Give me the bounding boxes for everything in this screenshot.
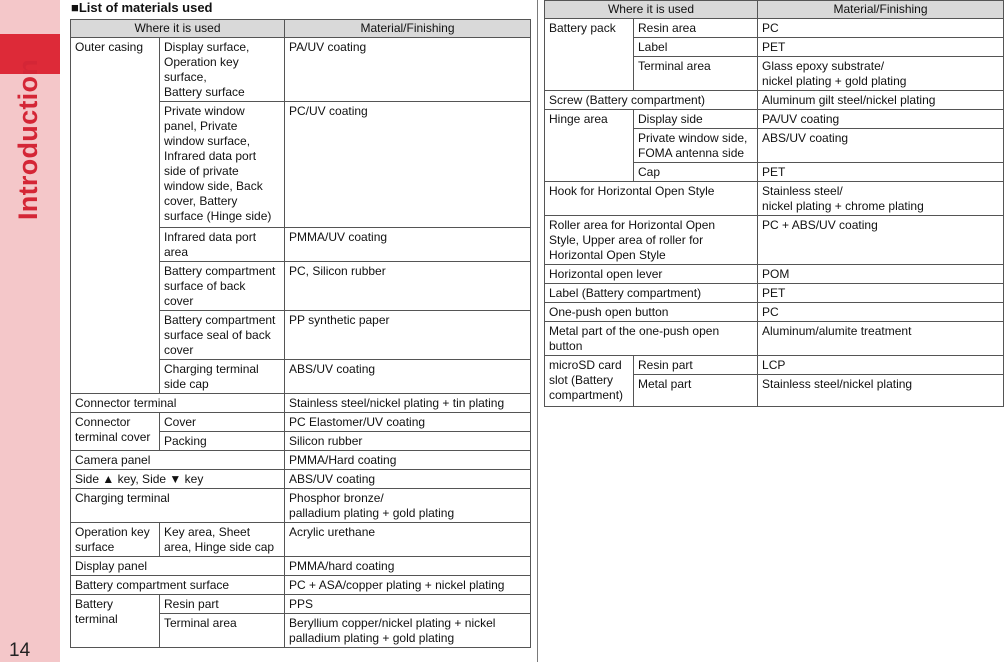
table-row xyxy=(71,38,531,102)
page-number: 14 xyxy=(9,640,31,661)
table-header-row xyxy=(71,20,531,38)
header-where: Where it is used xyxy=(71,20,285,38)
item-label: Screw (Battery compartment) xyxy=(545,91,758,110)
item-label: Display panel xyxy=(71,557,285,576)
material-cell: ABS/UV coating xyxy=(758,129,1004,163)
part-cell: Terminal area xyxy=(634,57,758,91)
header-where: Where it is used xyxy=(545,1,758,19)
material-cell: PET xyxy=(758,284,1004,303)
group-label: microSD card slot (Battery compartment) xyxy=(545,356,634,407)
part-cell: Infrared data port area xyxy=(160,228,285,262)
part-cell: Resin part xyxy=(160,595,285,614)
side-key-text-a: Side xyxy=(75,472,100,486)
material-cell: Stainless steel/ nickel plating + chrome plating xyxy=(758,182,1004,216)
part-cell: Resin part xyxy=(634,356,758,375)
material-cell: ABS/UV coating xyxy=(285,470,531,489)
material-cell: Aluminum/alumite treatment xyxy=(758,322,1004,356)
material-cell: Phosphor bronze/ palladium plating + gold plating xyxy=(285,489,531,523)
material-cell: Acrylic urethane xyxy=(285,523,531,557)
material-cell: ABS/UV coating xyxy=(285,360,531,394)
table-row xyxy=(545,182,1004,216)
table-row xyxy=(545,284,1004,303)
material-cell: PA/UV coating xyxy=(758,110,1004,129)
material-cell: Aluminum gilt steel/nickel plating xyxy=(758,91,1004,110)
sidebar-section-label: Introduction xyxy=(13,58,43,220)
group-label: Hinge area xyxy=(545,110,634,182)
header-material: Material/Finishing xyxy=(285,20,531,38)
triangle-down-icon: ▼ xyxy=(169,472,182,486)
material-cell: PC xyxy=(758,303,1004,322)
material-cell: PET xyxy=(758,163,1004,182)
group-label: Outer casing xyxy=(71,38,160,394)
table-row xyxy=(545,110,1004,129)
material-cell: Glass epoxy substrate/ nickel plating + gold plating xyxy=(758,57,1004,91)
part-cell: Charging terminal side cap xyxy=(160,360,285,394)
table-row xyxy=(71,595,531,614)
header-material: Material/Finishing xyxy=(758,1,1004,19)
item-label: Charging terminal xyxy=(71,489,285,523)
item-label: Camera panel xyxy=(71,451,285,470)
table-row xyxy=(71,523,531,557)
table-row xyxy=(545,19,1004,38)
part-cell: Packing xyxy=(160,432,285,451)
material-cell: PPS xyxy=(285,595,531,614)
part-cell: Private window panel, Private window surface, Infrared data port side of private window side, Back cover, Battery surface (Hinge side) xyxy=(160,102,285,228)
table-row xyxy=(545,303,1004,322)
table-row xyxy=(71,394,531,413)
item-label: Horizontal open lever xyxy=(545,265,758,284)
table-row xyxy=(545,322,1004,356)
table-row xyxy=(545,265,1004,284)
item-label-side-keys xyxy=(71,470,285,489)
side-key-text-c: key xyxy=(184,472,204,486)
materials-table-left xyxy=(70,19,531,648)
part-cell: Metal part xyxy=(634,375,758,407)
item-label: Battery compartment surface xyxy=(71,576,285,595)
part-cell: Terminal area xyxy=(160,614,285,648)
materials-table-right xyxy=(544,0,1004,407)
column-divider xyxy=(537,0,538,662)
material-cell: PMMA/hard coating xyxy=(285,557,531,576)
material-cell: PET xyxy=(758,38,1004,57)
sidebar xyxy=(0,0,60,662)
material-cell: PA/UV coating xyxy=(285,38,531,102)
group-label: Connector terminal cover xyxy=(71,413,160,451)
page-title: ■List of materials used xyxy=(71,0,213,15)
item-label: Roller area for Horizontal Open Style, Upper area of roller for Horizontal Open Style xyxy=(545,216,758,265)
part-cell: Resin area xyxy=(634,19,758,38)
triangle-up-icon: ▲ xyxy=(102,472,115,486)
group-label: Battery terminal xyxy=(71,595,160,648)
material-cell: POM xyxy=(758,265,1004,284)
part-cell: Display surface, Operation key surface, Battery surface xyxy=(160,38,285,102)
material-cell: PC + ASA/copper plating + nickel plating xyxy=(285,576,531,595)
material-cell: Beryllium copper/nickel plating + nickel palladium plating + gold plating xyxy=(285,614,531,648)
table-row xyxy=(545,356,1004,375)
item-label: One-push open button xyxy=(545,303,758,322)
material-cell: PC, Silicon rubber xyxy=(285,262,531,311)
item-label: Metal part of the one-push open button xyxy=(545,322,758,356)
table-row xyxy=(71,576,531,595)
material-cell: PP synthetic paper xyxy=(285,311,531,360)
material-cell: PC Elastomer/UV coating xyxy=(285,413,531,432)
material-cell: PC/UV coating xyxy=(285,102,531,228)
side-key-text-b: key, Side xyxy=(117,472,167,486)
material-cell: Silicon rubber xyxy=(285,432,531,451)
item-label: Hook for Horizontal Open Style xyxy=(545,182,758,216)
table-row xyxy=(71,557,531,576)
group-label: Battery pack xyxy=(545,19,634,91)
material-cell: LCP xyxy=(758,356,1004,375)
group-label: Operation key surface xyxy=(71,523,160,557)
material-cell: Stainless steel/nickel plating + tin plating xyxy=(285,394,531,413)
part-cell: Display side xyxy=(634,110,758,129)
part-cell: Battery compartment surface seal of back cover xyxy=(160,311,285,360)
material-cell: PMMA/Hard coating xyxy=(285,451,531,470)
table-header-row xyxy=(545,1,1004,19)
material-cell: PC + ABS/UV coating xyxy=(758,216,1004,265)
part-cell: Cap xyxy=(634,163,758,182)
table-row xyxy=(71,451,531,470)
table-row xyxy=(71,489,531,523)
material-cell: Stainless steel/nickel plating xyxy=(758,375,1004,407)
material-cell: PC xyxy=(758,19,1004,38)
table-row xyxy=(71,470,531,489)
table-row xyxy=(71,413,531,432)
material-cell: PMMA/UV coating xyxy=(285,228,531,262)
item-label: Label (Battery compartment) xyxy=(545,284,758,303)
part-cell: Label xyxy=(634,38,758,57)
item-label: Connector terminal xyxy=(71,394,285,413)
part-cell: Key area, Sheet area, Hinge side cap xyxy=(160,523,285,557)
table-row xyxy=(545,91,1004,110)
part-cell: Private window side, FOMA antenna side xyxy=(634,129,758,163)
table-row xyxy=(545,216,1004,265)
part-cell: Cover xyxy=(160,413,285,432)
part-cell: Battery compartment surface of back cover xyxy=(160,262,285,311)
